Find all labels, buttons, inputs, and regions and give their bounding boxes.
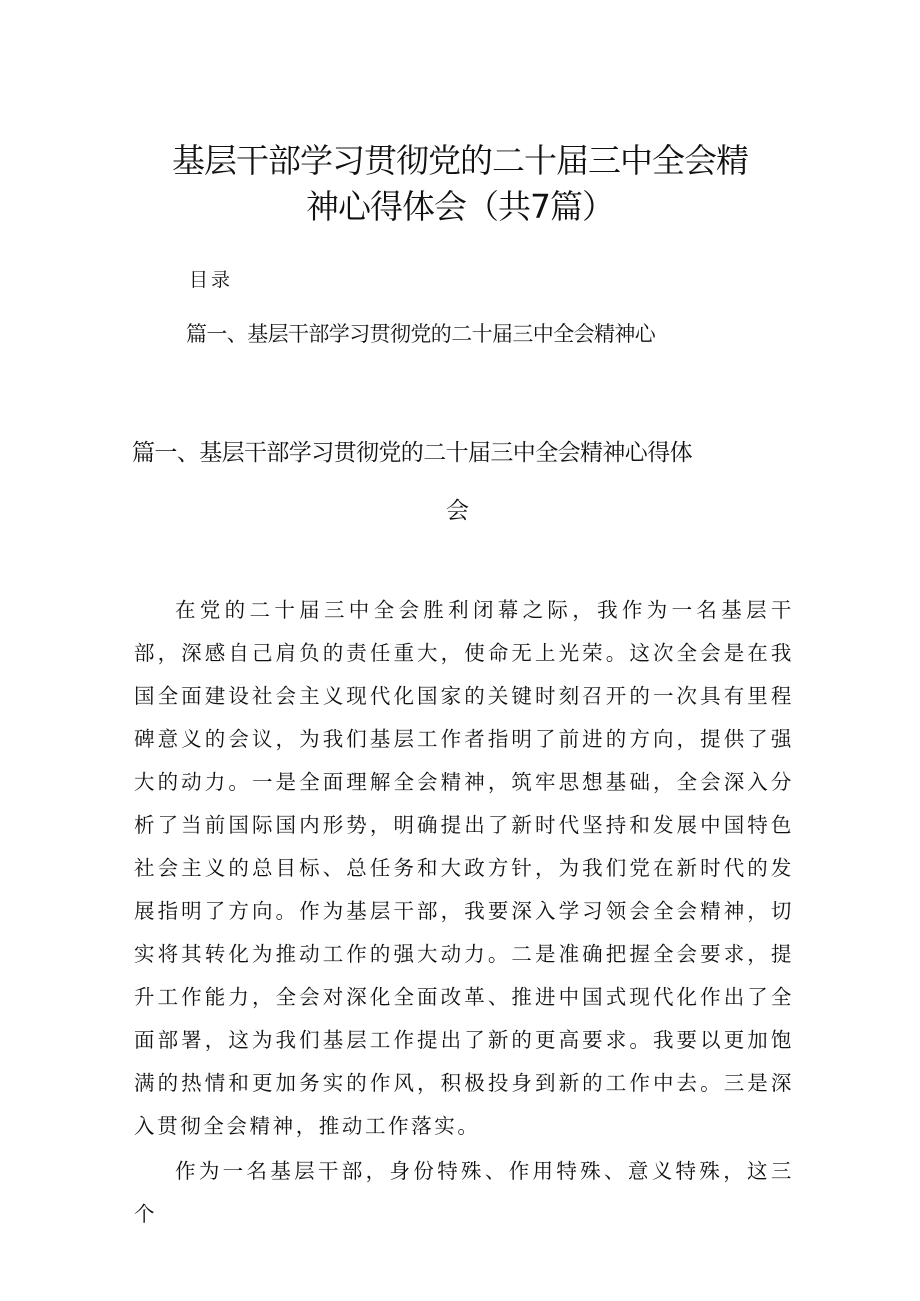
document-title-line-1: 基层干部学习贯彻党的二十届三中全会精: [172, 141, 748, 180]
body-paragraph: 作为一名基层干部，身份特殊、作用特殊、意义特殊，这三个: [134, 1159, 794, 1226]
body-paragraph: 在党的二十届三中全会胜利闭幕之际，我作为一名基层干部，深感自己肩负的责任重大，使命无上光荣。这次全会是在我国全面建设社会主义现代化国家的关键时刻召开的一次具有里程碑意义的会议，为我们基层工作者指明了前进的方向，提供了强大的动力。一是全面理解全会精神，筑牢思想基础，全会深入分析了当前国际国内形势，明确提出了新时代坚持和发展中国特色社会主义的总目标、总任务和大政方针，为我们党在新时代的发展指明了方向。作为基层干部，我要深入学习领会全会精神，切实将其转化为推动工作的强大动力。二是准确把握全会要求，提升工作能力，全会对深化全面改革、推进中国式现代化作出了全面部署，这为我们基层工作提出了新的更高要求。我要以更加饱满的热情和更加务实的作风，积极投身到新的工作中去。三是深入贯彻全会精神，推动工作落实。: [134, 598, 794, 1138]
toc-entry[interactable]: 篇一、基层干部学习贯彻党的二十届三中全会精神心: [186, 322, 656, 346]
section-heading-line-2: 会: [446, 498, 469, 524]
document-title-line-2: 神心得体会（共7篇）: [306, 187, 614, 226]
table-of-contents-label: 目录: [189, 269, 234, 291]
section-heading-line-1: 篇一、基层干部学习贯彻党的二十届三中全会精神心得体: [132, 440, 693, 466]
